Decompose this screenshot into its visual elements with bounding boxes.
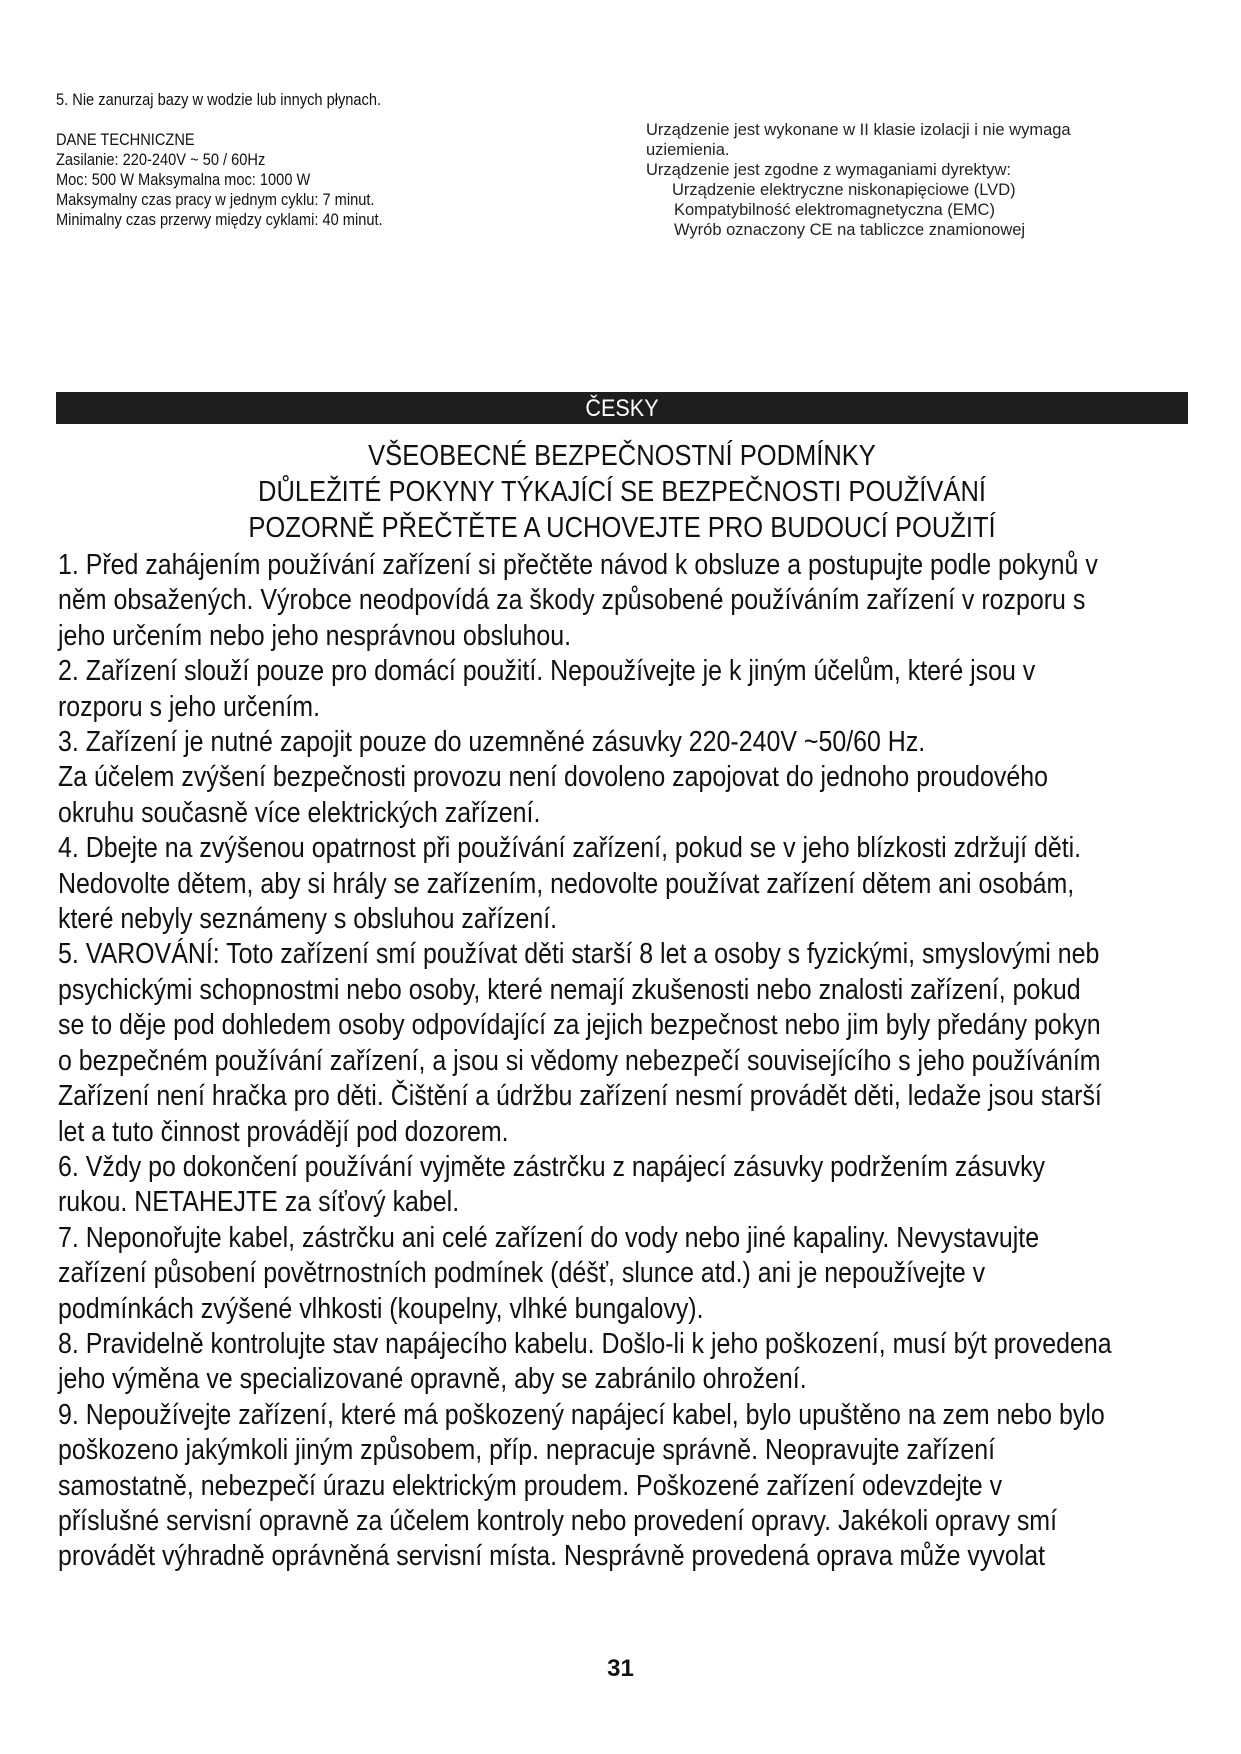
page-number: 31 — [607, 1655, 634, 1682]
body-line: Zařízení není hračka pro děti. Čištění a údržbu zařízení nesmí provádět děti, ledaže jsou starší — [58, 1080, 1102, 1113]
body-line: 6. Vždy po dokončení používání vyjměte zástrčku z napájecí zásuvky podržením zásuvky — [58, 1150, 1046, 1183]
body-line: okruhu současně více elektrických zařízení. — [58, 796, 541, 829]
body-line: provádět výhradně oprávněná servisní místa. Nesprávně provedená oprava může vyvolat — [58, 1540, 1046, 1573]
body-line: příslušné servisní opravně za účelem kontroly nebo provedení opravy. Jakékoli opravy smí — [58, 1504, 1058, 1537]
body-line: o bezpečném používání zařízení, a jsou si vědomy nebezpečí souvisejícího s jeho používáním — [58, 1044, 1101, 1077]
compliance-line: uziemienia. — [646, 141, 730, 159]
body-line: 7. Neponořujte kabel, zástrčku ani celé zařízení do vody nebo jiné kapaliny. Nevystavujte — [58, 1221, 1040, 1254]
body-line: rozporu s jeho určením. — [58, 690, 321, 723]
compliance-line: Urządzenie jest zgodne z wymaganiami dyrektyw: — [646, 161, 1011, 179]
body-line: 5. VAROVÁNÍ: Toto zařízení smí používat děti starší 8 let a osoby s fyzickými, smyslovými neb — [58, 938, 1100, 971]
body-line: které nebyly seznámeny s obsluhou zařízení. — [58, 903, 558, 936]
body-line: poškozeno jakýmkoli jiným způsobem, příp. nepracuje správně. Neopravujte zařízení — [58, 1434, 996, 1467]
compliance-line: Wyrób oznaczony CE na tabliczce znamionowej — [674, 221, 1026, 239]
body-line: jeho určením nebo jeho nesprávnou obsluhou. — [58, 619, 572, 652]
technical-data-heading: DANE TECHNICZNE — [56, 130, 195, 149]
heading-line: DŮLEŽITÉ POKYNY TÝKAJÍCÍ SE BEZPEČNOSTI POUŽÍVÁNÍ — [258, 476, 986, 508]
body-line: psychickými schopnostmi nebo osoby, které nemají zkušenosti nebo znalosti zařízení, pokud — [58, 973, 1081, 1006]
body-line: samostatně, nebezpečí úrazu elektrickým proudem. Poškozené zařízení odevzdejte v — [58, 1469, 1003, 1502]
body-line: 3. Zařízení je nutné zapojit pouze do uzemněné zásuvky 220-240V ~50/60 Hz. — [58, 726, 926, 759]
body-line: podmínkách zvýšené vlhkosti (koupelny, vlhké bungalovy). — [58, 1292, 704, 1325]
heading-line: VŠEOBECNÉ BEZPEČNOSTNÍ PODMÍNKY — [368, 440, 876, 472]
body-line: něm obsažených. Výrobce neodpovídá za škody způsobené používáním zařízení v rozporu s — [58, 584, 1086, 617]
body-line: zařízení působení povětrnostních podmínek (déšť, slunce atd.) ani je nepoužívejte v — [58, 1257, 986, 1290]
body-line: let a tuto činnost provádějí pod dozorem. — [58, 1115, 509, 1148]
polish-note-line: 5. Nie zanurzaj bazy w wodzie lub innych płynach. — [56, 90, 382, 109]
body-line: 1. Před zahájením používání zařízení si přečtěte návod k obsluze a postupujte podle pokynů v — [58, 549, 1098, 581]
body-line: 9. Nepoužívejte zařízení, které má poškozený napájecí kabel, bylo upuštěno na zem nebo bylo — [58, 1398, 1105, 1431]
body-line: jeho výměna ve specializované opravně, aby se zabránilo ohrožení. — [58, 1363, 807, 1396]
power-supply-line: Zasilanie: 220-240V ~ 50 / 60Hz — [56, 150, 266, 169]
body-line: Nedovolte dětem, aby si hrály se zařízením, nedovolte používat zařízení dětem ani osobám, — [58, 867, 1075, 900]
compliance-line: Urządzenie elektryczne niskonapięciowe (LVD) — [672, 181, 1016, 199]
section-title: ČESKY — [585, 395, 659, 422]
power-line: Moc: 500 W Maksymalna moc: 1000 W — [56, 170, 311, 189]
body-line: 4. Dbejte na zvýšenou opatrnost při používání zařízení, pokud se v jeho blízkosti zdržují děti. — [58, 832, 1082, 865]
min-break-time-line: Minimalny czas przerwy między cyklami: 40 minut. — [56, 210, 383, 229]
body-line: 8. Pravidelně kontrolujte stav napájecího kabelu. Došlo-li k jeho poškození, musí být provedena — [58, 1327, 1112, 1360]
body-line: 2. Zařízení slouží pouze pro domácí použití. Nepoužívejte je k jiným účelům, které jsou v — [58, 655, 1036, 688]
compliance-line: Urządzenie jest wykonane w II klasie izolacji i nie wymaga — [646, 121, 1071, 139]
compliance-line: Kompatybilność elektromagnetyczna (EMC) — [674, 201, 995, 219]
body-line: rukou. NETAHEJTE za síťový kabel. — [58, 1186, 460, 1219]
safety-instructions-body — [58, 548, 1207, 1575]
body-line: se to děje pod dohledem osoby odpovídající za jejich bezpečnost nebo jim byly předány pokyn — [58, 1009, 1101, 1042]
body-line: Za účelem zvýšení bezpečnosti provozu není dovoleno zapojovat do jednoho proudového — [58, 761, 1048, 794]
heading-line: POZORNĚ PŘEČTĚTE A UCHOVEJTE PRO BUDOUCÍ POUŽITÍ — [248, 512, 996, 544]
max-cycle-time-line: Maksymalny czas pracy w jednym cyklu: 7 minut. — [56, 190, 375, 209]
